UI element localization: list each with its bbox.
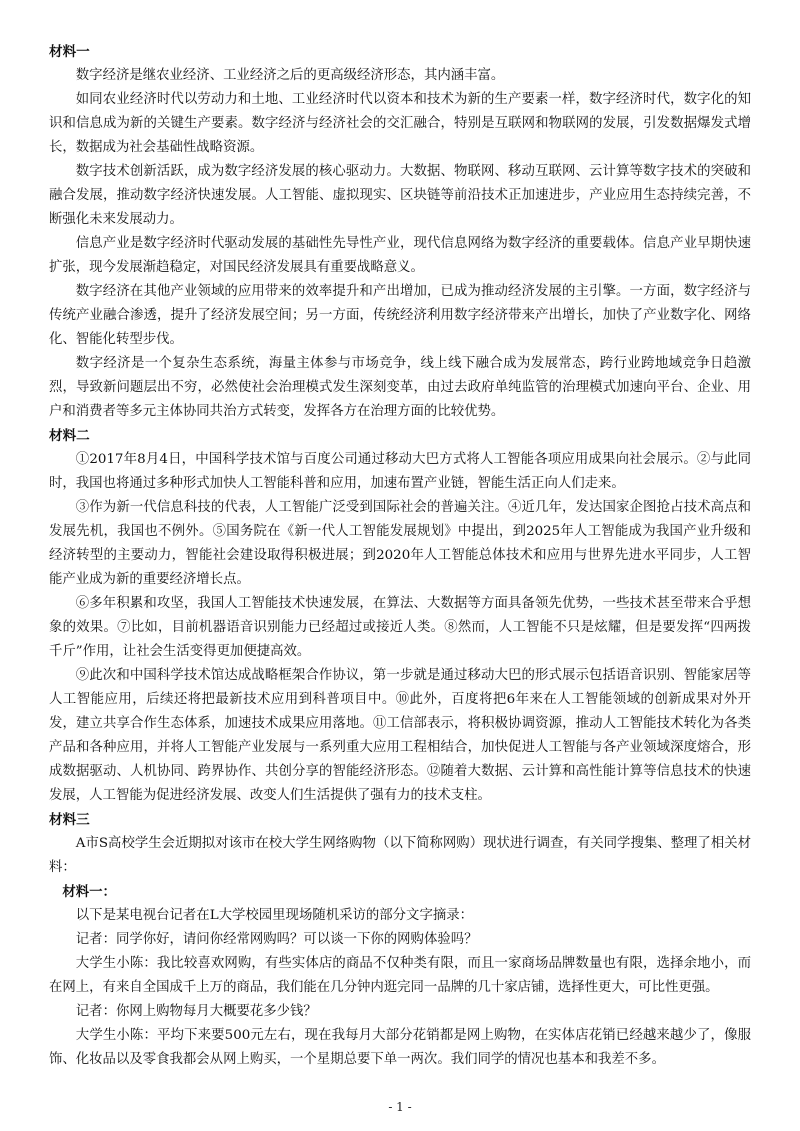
section-material-1 bbox=[49, 40, 751, 424]
section-title: 材料二 bbox=[49, 428, 90, 444]
interview-line: 大学生小陈：我比较喜欢网购，有些实体店的商品不仅种类有限，而且一家商场品牌数量也有限，选择余地小，而在网上，有来自全国成千上万的商品，我们能在几分钟内逛完同一品牌的几十家店铺，选择性更大，可比性更强。 bbox=[49, 956, 751, 995]
paragraph: 数字技术创新活跃，成为数字经济发展的核心驱动力。大数据、物联网、移动互联网、云计算等数字技术的突破和融合发展，推动数字经济快速发展。人工智能、虚拟现实、区块链等前沿技术正加速进步，产业应用生态持续完善，不断强化未来发展动力。 bbox=[49, 164, 751, 227]
subsection-title: 材料一： bbox=[62, 884, 116, 900]
paragraph: 数字经济是继农业经济、工业经济之后的更高级经济形态，其内涵丰富。 bbox=[75, 68, 505, 83]
paragraph: ⑥多年积累和攻坚，我国人工智能技术快速发展，在算法、大数据等方面具备领先优势，一些技术甚至带来合乎想象的效果。⑦比如，目前机器语音识别能力已经超过或接近人类。⑧然而，人工智能不只是炫耀，但是要发挥“四两拨千斤”作用，让社会生活变得更加便捷高效。 bbox=[49, 596, 751, 659]
interview-line: 记者：同学你好，请问你经常网购吗？可以谈一下你的网购体验吗？ bbox=[75, 932, 478, 947]
section-material-2 bbox=[49, 424, 751, 808]
interview-line: 记者：你网上购物每月大概要花多少钱？ bbox=[75, 1004, 317, 1019]
paragraph: A市S高校学生会近期拟对该市在校大学生网络购物（以下简称网购）现状进行调查，有关同学搜集、整理了相关材料： bbox=[49, 836, 751, 875]
paragraph: ⑨此次和中国科学技术馆达成战略框架合作协议，第一步就是通过移动大巴的形式展示包括语音识别、智能家居等人工智能应用，后续还将把最新技术应用到科普项目中。⑩此外，百度将把6年来在人工智能领域的创新成果对外开发，建立共享合作生态体系，加速技术成果应用落地。⑪工信部表示，将积极协调资源，推动人工智能技术转化为各类产品和各种应用，并将人工智能产业发展与一系列重大应用工程相结合，加快促进人工智能与各产业领域深度熔合，形成数据驱动、人机协同、跨界协作、共创分享的智能经济形态。⑫随着大数据、云计算和高性能计算等信息技术的快速发展，人工智能为促进经济发展、改变人们生活提供了强有力的技术支柱。 bbox=[49, 668, 751, 803]
paragraph: 如同农业经济时代以劳动力和土地、工业经济时代以资本和技术为新的生产要素一样，数字经济时代，数字化的知识和信息成为新的关键生产要素。数字经济与经济社会的交汇融合，特别是互联网和物联网的发展，引发数据爆发式增长，数据成为社会基础性战略资源。 bbox=[49, 92, 751, 155]
paragraph: 信息产业是数字经济时代驱动发展的基础性先导性产业，现代信息网络为数字经济的重要载体。信息产业早期快速扩张，现今发展渐趋稳定，对国民经济发展具有重要战略意义。 bbox=[49, 236, 751, 275]
section-title: 材料一 bbox=[49, 44, 90, 60]
paragraph: ①2017年8月4日，中国科学技术馆与百度公司通过移动大巴方式将人工智能各项应用成果向社会展示。②与此同时，我国也将通过多种形式加快人工智能科普和应用，加速布置产业链，智能生活正向人们走来。 bbox=[49, 452, 751, 491]
interview-line: 大学生小陈：平均下来要500元左右，现在我每月大部分花销都是网上购物，在实体店花销已经越来越少了，像服饰、化妆品以及零食我都会从网上购买，一个星期总要下单一两次。我们同学的情况也基本和我差不多。 bbox=[49, 1028, 751, 1067]
paragraph: 数字经济是一个复杂生态系统，海量主体参与市场竞争，线上线下融合成为发展常态，跨行业跨地域竞争日趋激烈，导致新问题层出不穷，必然使社会治理模式发生深刻变革，由过去政府单纯监管的治理模式加速向平台、企业、用户和消费者等多元主体协同共治方式转变，发挥各方在治理方面的比较优势。 bbox=[49, 356, 751, 419]
paragraph: 以下是某电视台记者在L大学校园里现场随机采访的部分文字摘录： bbox=[75, 908, 474, 923]
section-title: 材料三 bbox=[49, 812, 90, 828]
paragraph: 数字经济在其他产业领域的应用带来的效率提升和产出增加，已成为推动经济发展的主引擎。一方面，数字经济与传统产业融合渗透，提升了经济发展空间；另一方面，传统经济利用数字经济带来产出增长，加快了产业数字化、网络化、智能化转型步伐。 bbox=[49, 284, 751, 347]
page-number: - 1 - bbox=[388, 1100, 412, 1114]
section-material-3 bbox=[49, 808, 751, 1072]
paragraph: ③作为新一代信息科技的代表，人工智能广泛受到国际社会的普遍关注。④近几年，发达国家企图抢占技术高点和发展先机，我国也不例外。⑤国务院在《新一代人工智能发展规划》中提出，到2025年人工智能成为我国产业升级和经济转型的主要动力，智能社会建设取得积极进展；到2020年人工智能总体技术和应用与世界先进水平同步，人工智能产业成为新的重要经济增长点。 bbox=[49, 500, 751, 587]
